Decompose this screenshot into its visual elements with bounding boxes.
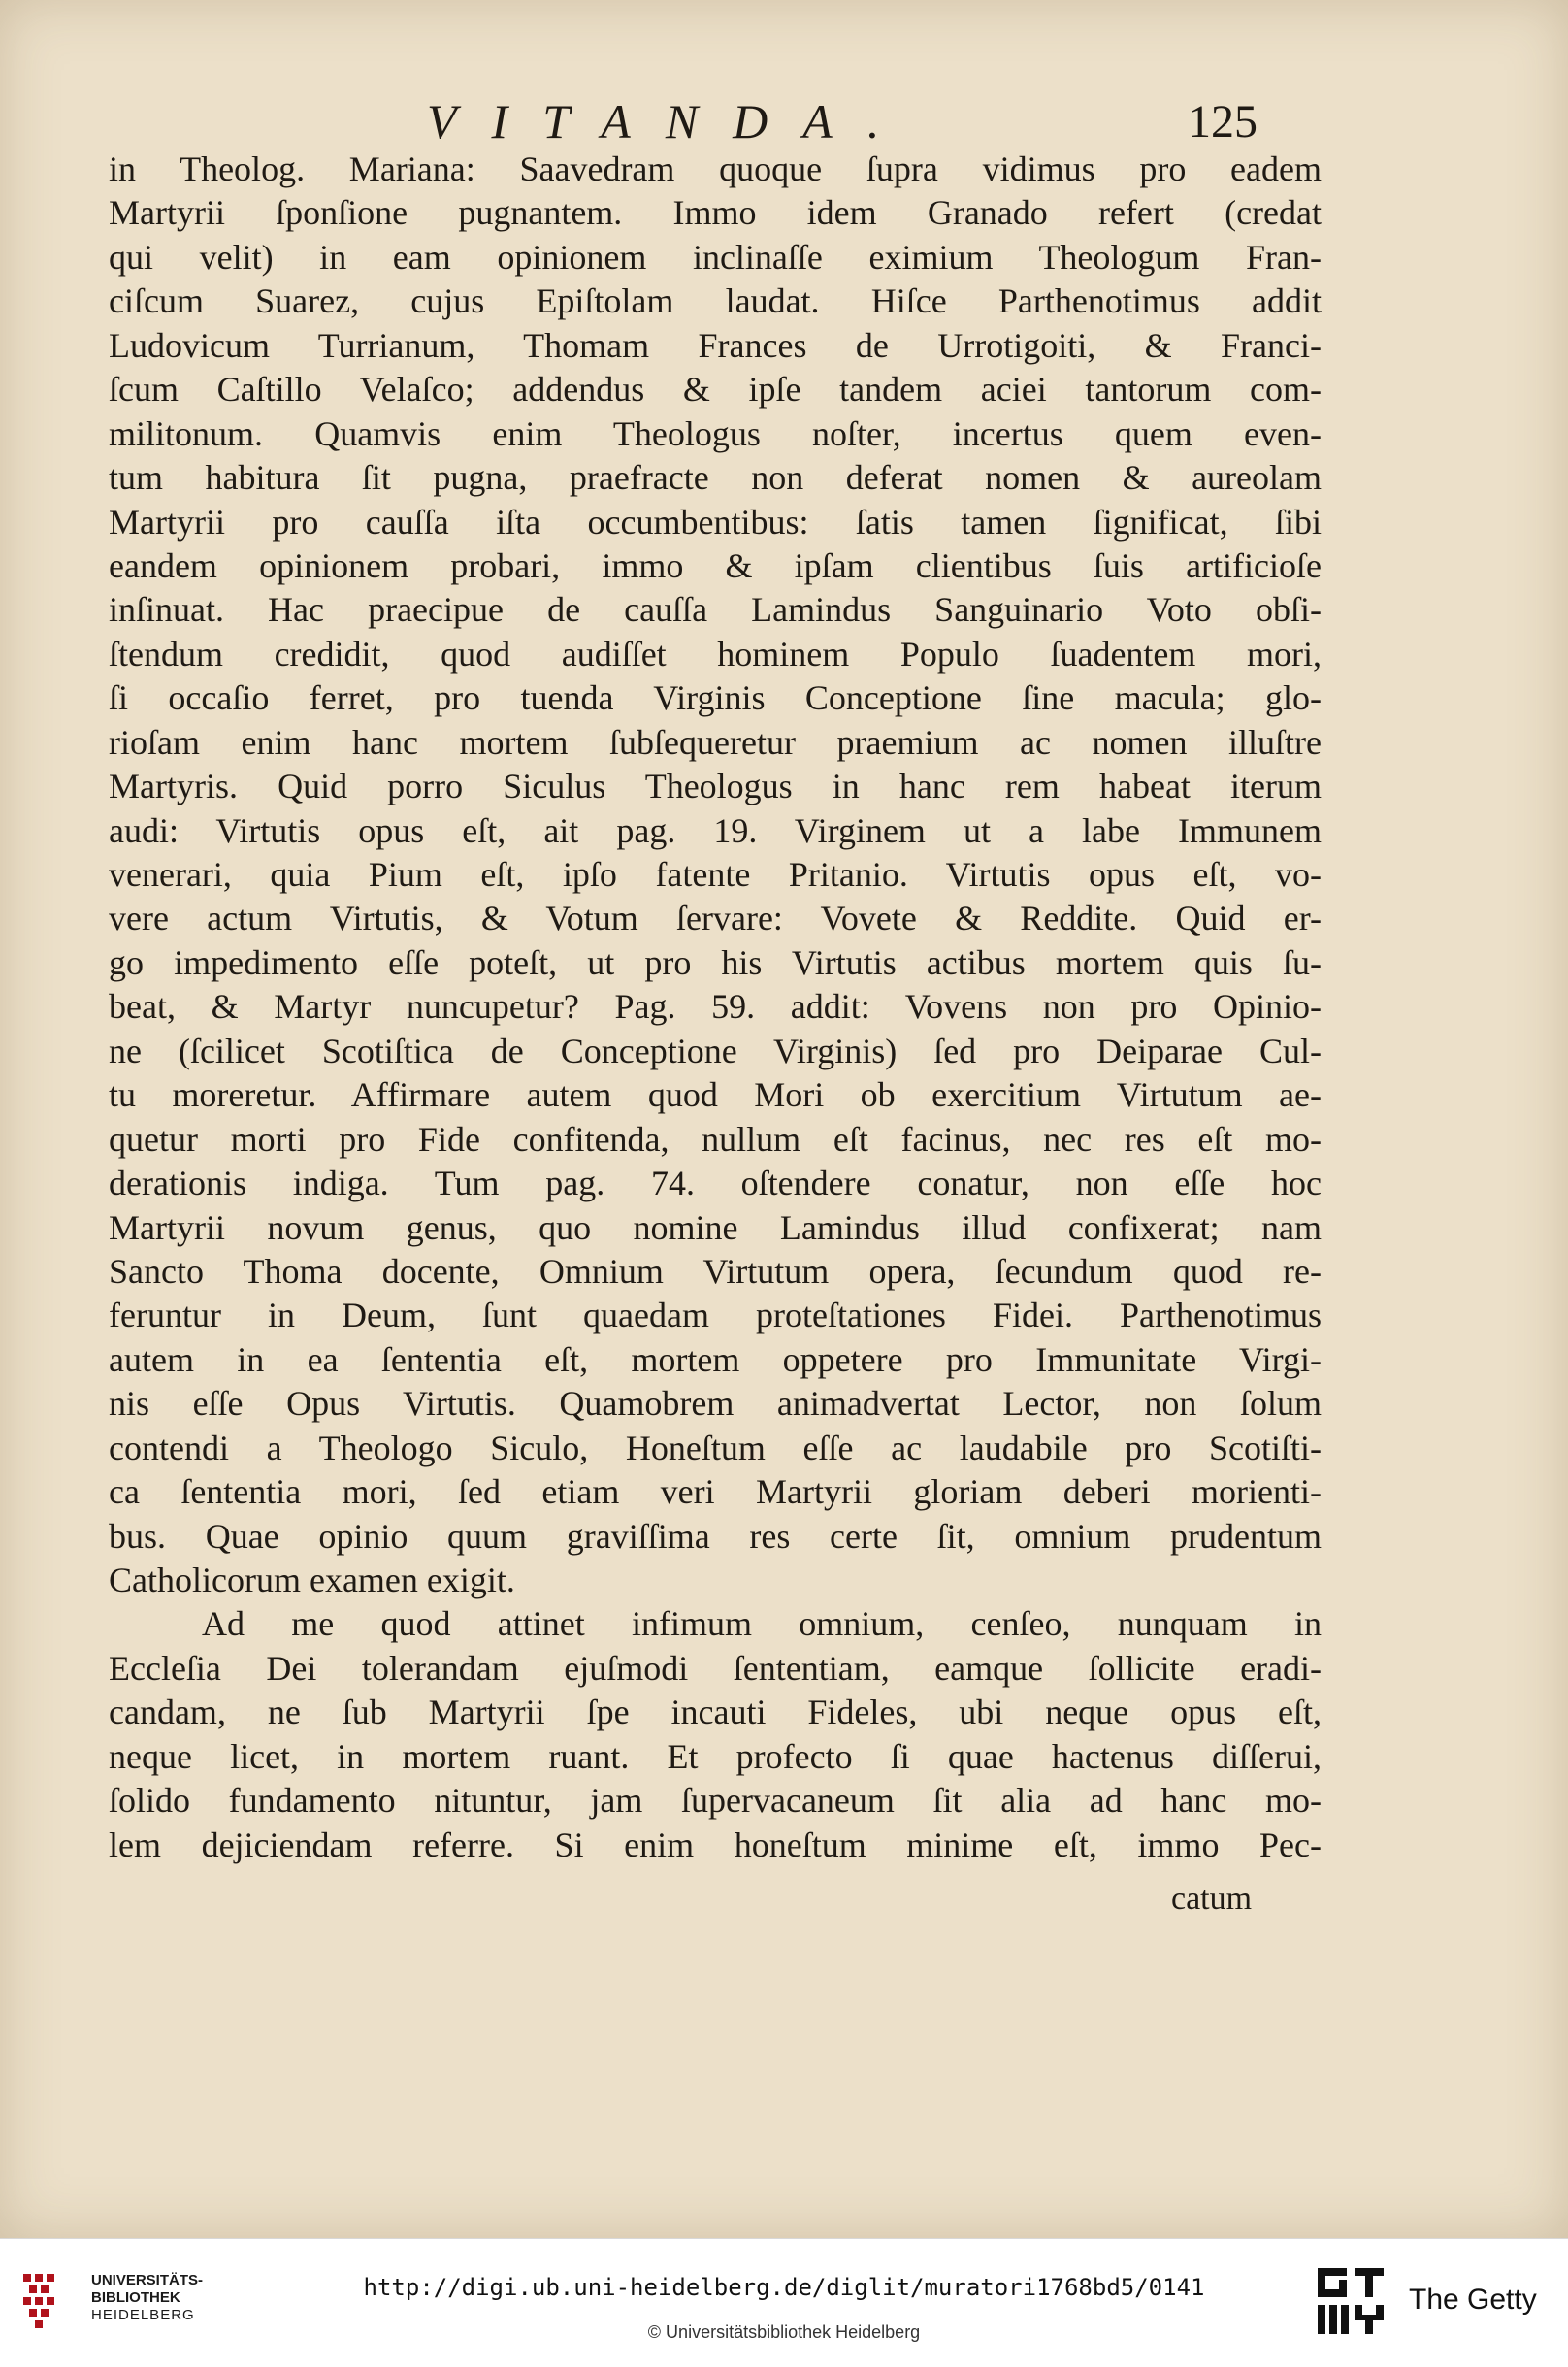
text-line: audi: Virtutis opus eſt, ait pag. 19. Virginem ut a labe Immunem xyxy=(109,810,1322,850)
permalink-url[interactable]: http://digi.ub.uni-heidelberg.de/diglit/muratori1768bd5/0141 xyxy=(363,2274,1205,2301)
getty-name: The Getty xyxy=(1409,2284,1537,2316)
text-line: candam, ne ſub Martyrii ſpe incauti Fideles, ubi neque opus eſt, xyxy=(109,1693,1322,1732)
text-block xyxy=(109,148,1322,1867)
text-line: militonum. Quamvis enim Theologus noſter, incertus quem even- xyxy=(109,413,1322,453)
text-line: nis eſſe Opus Virtutis. Quamobrem animadvertat Lector, non ſolum xyxy=(109,1384,1322,1424)
text-line: autem in ea ſententia eſt, mortem oppetere pro Immunitate Virgi- xyxy=(109,1339,1322,1379)
text-line: vere actum Virtutis, & Votum ſervare: Vovete & Reddite. Quid er- xyxy=(109,899,1322,938)
text-line: bus. Quae opinio quum graviſſima res certe ſit, omnium prudentum xyxy=(109,1516,1322,1556)
text-line: ſtendum credidit, quod audiſſet hominem Populo ſuadentem mori, xyxy=(109,634,1322,674)
library-name-line: HEIDELBERG xyxy=(91,2307,195,2323)
text-line: derationis indiga. Tum pag. 74. oſtendere conatur, non eſſe hoc xyxy=(109,1164,1322,1203)
text-line: contendi a Theologo Siculo, Honeſtum eſſe ac laudabile pro Scotiſti- xyxy=(109,1428,1322,1467)
page-number: 125 xyxy=(1188,96,1258,148)
text-line-paragraph-end: Catholicorum examen exigit. xyxy=(109,1561,515,1599)
text-line: qui velit) in eam opinionem inclinaſſe eximium Theologum Fran- xyxy=(109,237,1322,277)
text-line: Ludovicum Turrianum, Thomam Frances de Urrotigoiti, & Franci- xyxy=(109,325,1322,365)
text-line: Martyrii pro cauſſa iſta occumbentibus: ſatis tamen ſignificat, ſibi xyxy=(109,502,1322,542)
text-line: ne (ſcilicet Scotiſtica de Conceptione Virginis) ſed pro Deiparae Cul- xyxy=(109,1031,1322,1070)
text-line: inſinuat. Hac praecipue de cauſſa Lamindus Sanguinario Voto obſi- xyxy=(109,590,1322,630)
text-line: ciſcum Suarez, cujus Epiſtolam laudat. Hiſce Parthenotimus addit xyxy=(109,281,1322,321)
text-line: eandem opinionem probari, immo & ipſam clientibus ſuis artificioſe xyxy=(109,545,1322,585)
text-line: beat, & Martyr nuncupetur? Pag. 59. addit: Vovens non pro Opinio- xyxy=(109,987,1322,1027)
library-name-line: UNIVERSITÄTS- xyxy=(91,2272,204,2288)
library-name-line: BIBLIOTHEK xyxy=(91,2289,180,2306)
text-line: ſcum Caſtillo Velaſco; addendus & ipſe tandem aciei tantorum com- xyxy=(109,370,1322,410)
text-line-paragraph-start: Ad me quod attinet infimum omnium, cenſeo, nunquam in xyxy=(202,1604,1322,1644)
text-line: rioſam enim hanc mortem ſubſequeretur praemium ac nomen illuſtre xyxy=(109,722,1322,762)
text-line: tu moreretur. Affirmare autem quod Mori ob exercitium Virtutum ae- xyxy=(109,1075,1322,1115)
text-line: go impedimento eſſe poteſt, ut pro his Virtutis actibus mortem quis ſu- xyxy=(109,942,1322,982)
text-line: lem dejiciendam referre. Si enim honeſtum minime eſt, immo Pec- xyxy=(109,1825,1322,1864)
running-head: VITANDA. xyxy=(427,94,915,148)
copyright-notice: © Universitätsbibliothek Heidelberg xyxy=(647,2322,921,2342)
text-line: ſolido fundamento nituntur, jam ſupervacaneum ſit alia ad hanc mo- xyxy=(109,1781,1322,1821)
text-line: Eccleſia Dei tolerandam ejuſmodi ſententiam, eamque ſollicite eradi- xyxy=(109,1648,1322,1688)
footer-bar xyxy=(0,2238,1568,2367)
text-line: Sancto Thoma docente, Omnium Virtutum opera, ſecundum quod re- xyxy=(109,1251,1322,1291)
catchword: catum xyxy=(1171,1881,1253,1917)
text-line: in Theolog. Mariana: Saavedram quoque ſupra vidimus pro eadem xyxy=(109,149,1322,188)
text-line: ſi occaſio ferret, pro tuenda Virginis Conceptione ſine macula; glo- xyxy=(109,678,1322,718)
text-line: neque licet, in mortem ruant. Et profecto ſi quae hactenus diſſerui, xyxy=(109,1736,1322,1776)
text-line: Martyrii ſponſione pugnantem. Immo idem Granado refert (credat xyxy=(109,193,1322,233)
text-line: Martyrii novum genus, quo nomine Lamindus illud confixerat; nam xyxy=(109,1207,1322,1247)
text-line: ca ſententia mori, ſed etiam veri Martyrii gloriam deberi morienti- xyxy=(109,1472,1322,1512)
text-line: venerari, quia Pium eſt, ipſo fatente Pritanio. Virtutis opus eſt, vo- xyxy=(109,855,1322,894)
getty-logo-icon xyxy=(1316,2266,1386,2336)
text-line: tum habitura ſit pugna, praefracte non deferat nomen & aureolam xyxy=(109,458,1322,498)
text-line: quetur morti pro Fide confitenda, nullum eſt facinus, nec res eſt mo- xyxy=(109,1119,1322,1159)
text-line: Martyris. Quid porro Siculus Theologus in hanc rem habeat iterum xyxy=(109,767,1322,806)
text-line: feruntur in Deum, ſunt quaedam proteſtationes Fidei. Parthenotimus xyxy=(109,1296,1322,1335)
